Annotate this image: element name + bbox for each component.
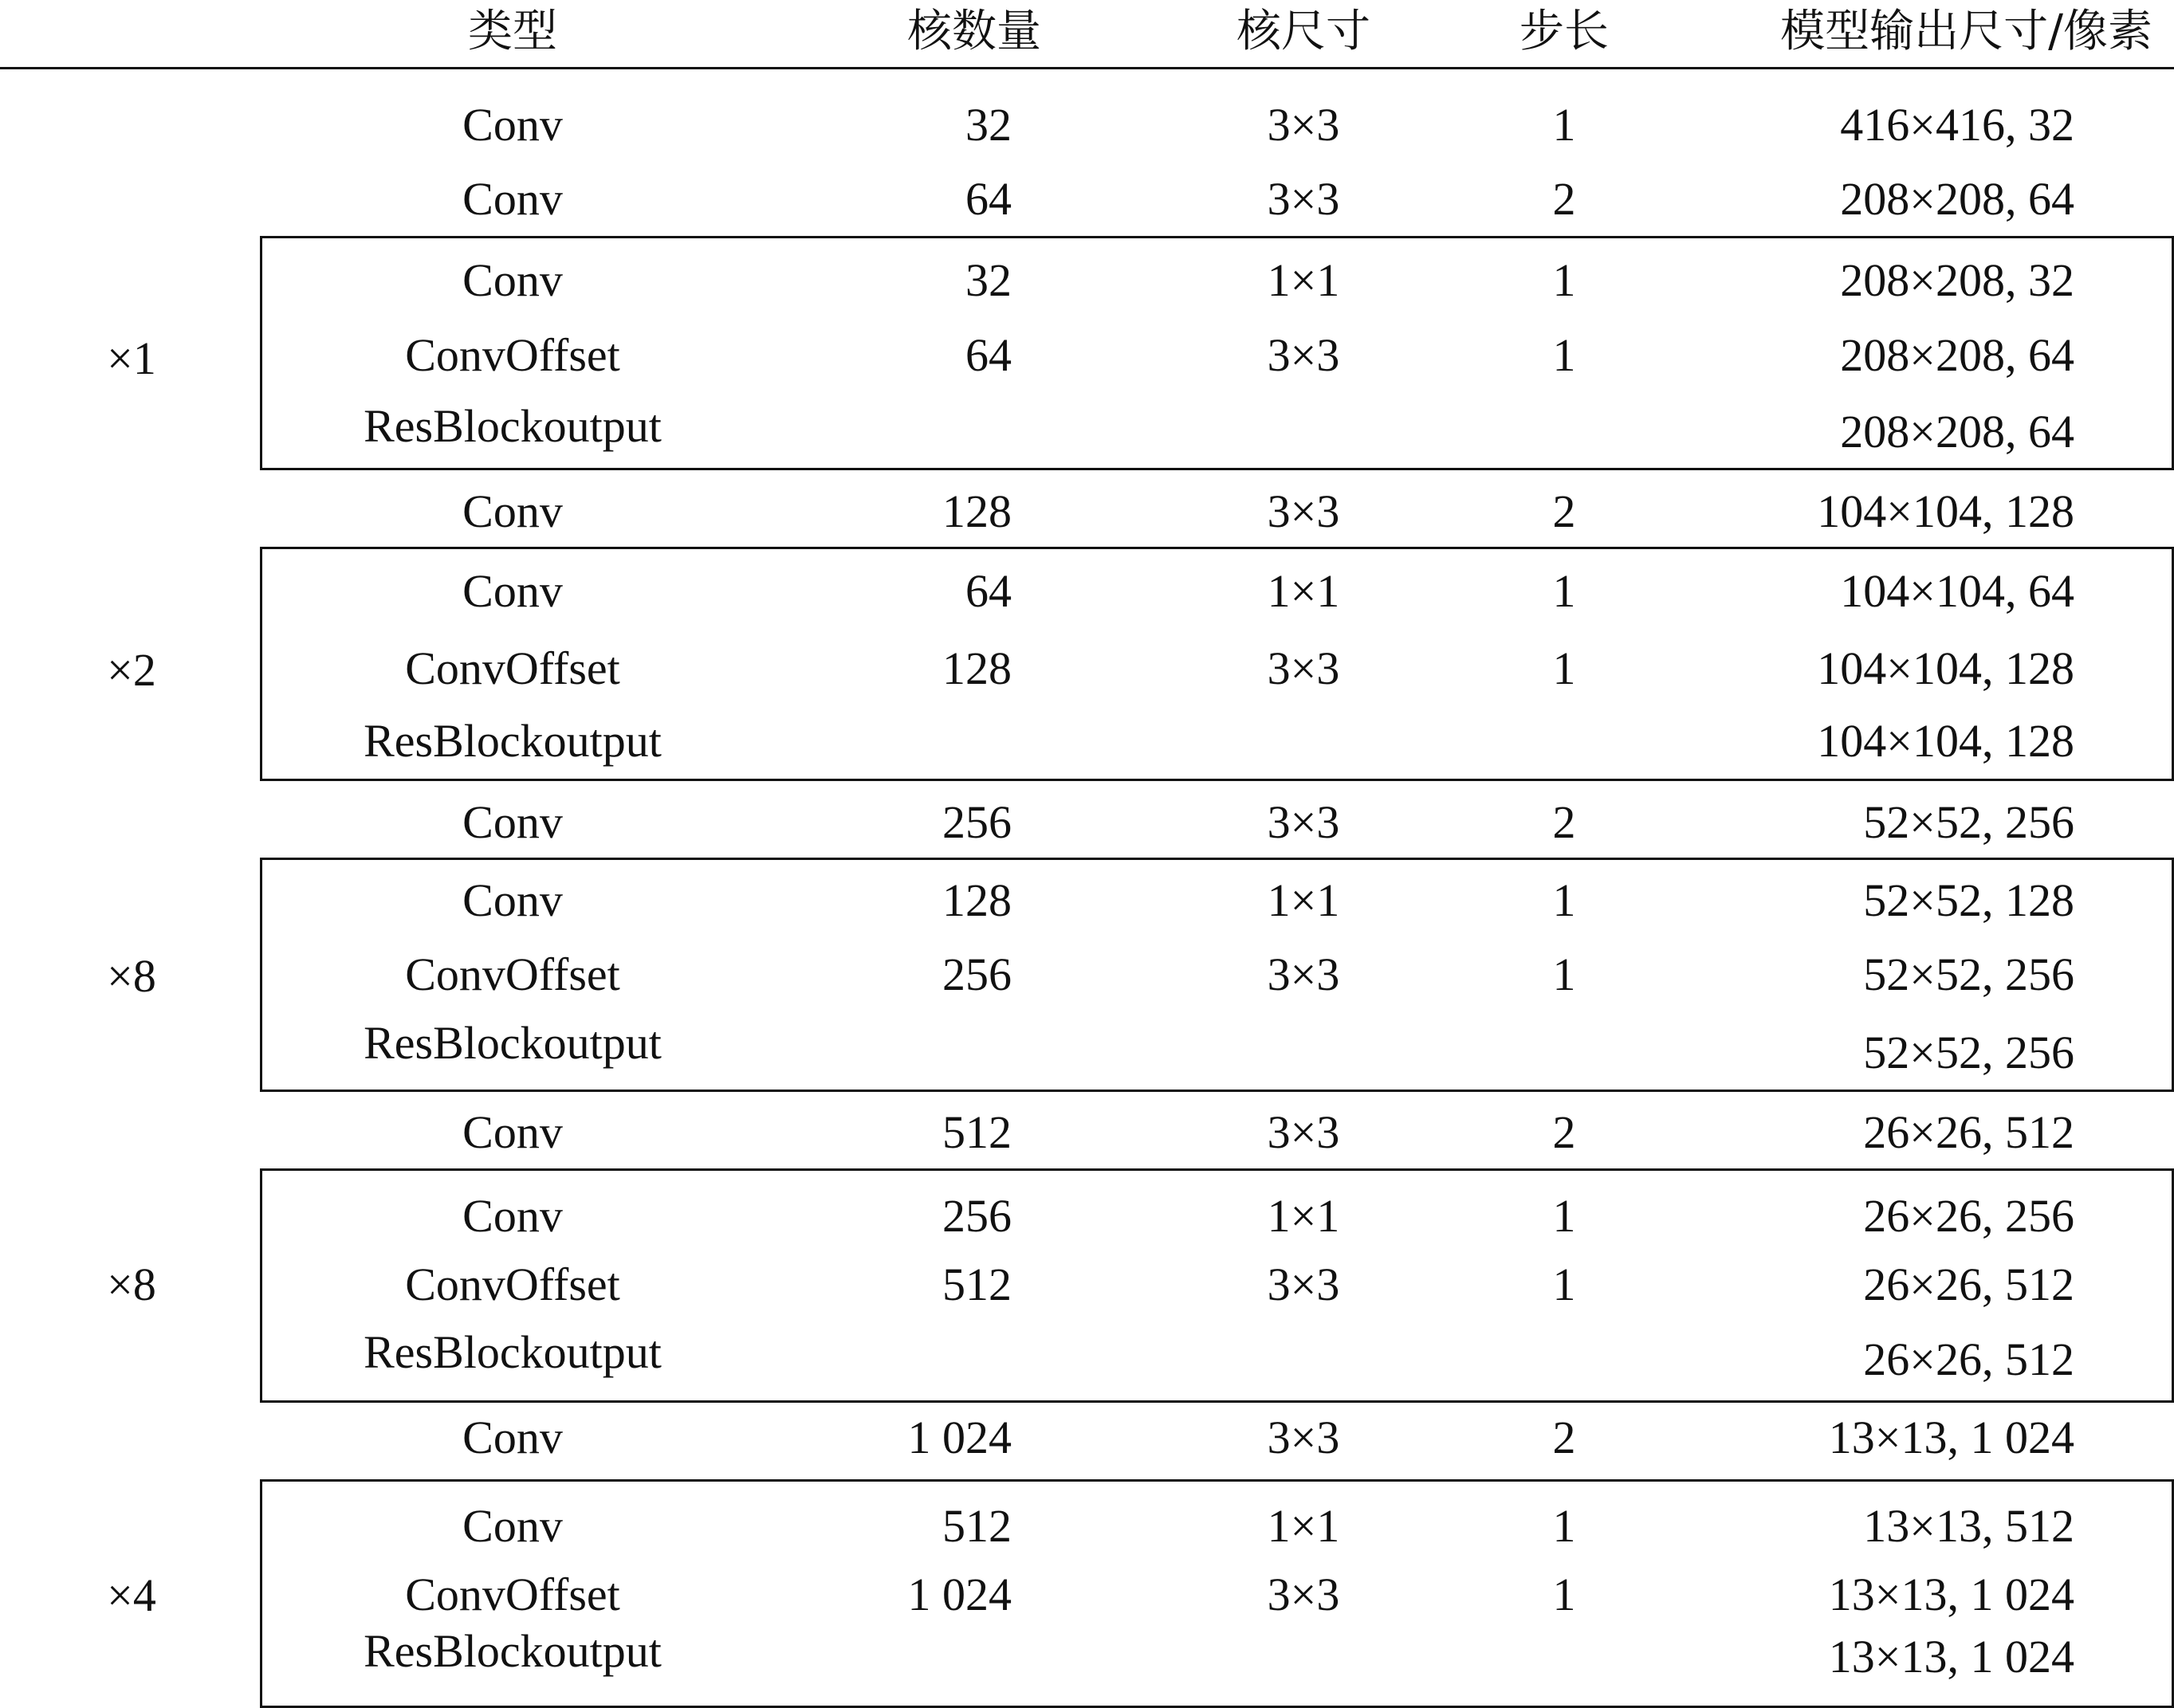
cell-kernel-size: 3×3: [1267, 1258, 1340, 1310]
cell-type: Conv: [462, 254, 563, 306]
cell-output-size: 52×52, 256: [1863, 1027, 2074, 1078]
cell-num-kernels: 512: [942, 1106, 1012, 1158]
cell-kernel-size: 1×1: [1267, 1500, 1340, 1552]
header-type: 类型: [468, 6, 557, 57]
cell-kernel-size: 3×3: [1267, 642, 1340, 694]
repeat-label: ×8: [107, 950, 156, 1002]
cell-type: ResBlockoutput: [364, 1017, 662, 1069]
cell-output-size: 26×26, 512: [1863, 1258, 2074, 1310]
cell-kernel-size: 3×3: [1267, 173, 1340, 225]
header-rule: [0, 67, 2174, 69]
cell-num-kernels: 256: [942, 948, 1012, 1000]
repeat-label: ×2: [107, 644, 156, 696]
cell-type: Conv: [462, 874, 563, 926]
cell-output-size: 52×52, 128: [1863, 874, 2074, 926]
cell-num-kernels: 32: [965, 254, 1012, 306]
cell-num-kernels: 64: [965, 565, 1012, 617]
cell-stride: 1: [1552, 329, 1576, 381]
header-output-size: 模型输出尺寸/像素: [1780, 6, 2152, 57]
cell-stride: 1: [1552, 1190, 1576, 1242]
cell-type: ConvOffset: [405, 1569, 620, 1620]
cell-kernel-size: 3×3: [1267, 1412, 1340, 1463]
cell-stride: 2: [1552, 485, 1576, 537]
cell-type: ResBlockoutput: [364, 715, 662, 767]
cell-output-size: 104×104, 128: [1817, 642, 2074, 694]
cell-kernel-size: 3×3: [1267, 948, 1340, 1000]
cell-type: ConvOffset: [405, 948, 620, 1000]
cell-stride: 2: [1552, 796, 1576, 848]
cell-output-size: 104×104, 64: [1840, 565, 2074, 617]
cell-output-size: 416×416, 32: [1840, 99, 2074, 151]
cell-num-kernels: 128: [942, 642, 1012, 694]
cell-num-kernels: 64: [965, 173, 1012, 225]
cell-stride: 1: [1552, 1569, 1576, 1620]
cell-num-kernels: 256: [942, 1190, 1012, 1242]
cell-num-kernels: 512: [942, 1258, 1012, 1310]
cell-output-size: 104×104, 128: [1817, 715, 2074, 767]
cell-num-kernels: 32: [965, 99, 1012, 151]
cell-type: Conv: [462, 1412, 563, 1463]
cell-kernel-size: 1×1: [1267, 565, 1340, 617]
cell-type: ConvOffset: [405, 1258, 620, 1310]
cell-stride: 1: [1552, 948, 1576, 1000]
cell-kernel-size: 1×1: [1267, 1190, 1340, 1242]
cell-output-size: 26×26, 256: [1863, 1190, 2074, 1242]
cell-kernel-size: 3×3: [1267, 99, 1340, 151]
cell-stride: 1: [1552, 1258, 1576, 1310]
cell-type: Conv: [462, 99, 563, 151]
cell-type: Conv: [462, 173, 563, 225]
cell-type: Conv: [462, 485, 563, 537]
cell-num-kernels: 1 024: [907, 1412, 1012, 1463]
cell-num-kernels: 64: [965, 329, 1012, 381]
cell-kernel-size: 3×3: [1267, 485, 1340, 537]
cell-kernel-size: 1×1: [1267, 874, 1340, 926]
cell-output-size: 52×52, 256: [1863, 796, 2074, 848]
repeat-label: ×1: [107, 332, 156, 384]
cell-type: Conv: [462, 1106, 563, 1158]
cell-output-size: 104×104, 128: [1817, 485, 2074, 537]
cell-type: ResBlockoutput: [364, 400, 662, 452]
cell-output-size: 208×208, 64: [1840, 329, 2074, 381]
header-kernel-size: 核尺寸: [1236, 6, 1370, 57]
cell-stride: 1: [1552, 565, 1576, 617]
cell-num-kernels: 512: [942, 1500, 1012, 1552]
cell-kernel-size: 3×3: [1267, 1106, 1340, 1158]
cell-output-size: 208×208, 32: [1840, 254, 2074, 306]
cell-stride: 2: [1552, 173, 1576, 225]
cell-output-size: 13×13, 1 024: [1828, 1412, 2074, 1463]
cell-stride: 1: [1552, 99, 1576, 151]
cell-kernel-size: 3×3: [1267, 329, 1340, 381]
cell-stride: 1: [1552, 642, 1576, 694]
cell-stride: 2: [1552, 1412, 1576, 1463]
cell-type: Conv: [462, 1190, 563, 1242]
cell-type: ResBlockoutput: [364, 1625, 662, 1677]
cell-num-kernels: 128: [942, 874, 1012, 926]
cell-stride: 2: [1552, 1106, 1576, 1158]
header-num-kernels: 核数量: [907, 6, 1041, 57]
cell-type: ResBlockoutput: [364, 1326, 662, 1378]
repeat-label: ×8: [107, 1258, 156, 1310]
cell-num-kernels: 256: [942, 796, 1012, 848]
header-stride: 步长: [1519, 6, 1609, 57]
cell-type: ConvOffset: [405, 329, 620, 381]
cell-stride: 1: [1552, 254, 1576, 306]
cell-output-size: 208×208, 64: [1840, 173, 2074, 225]
cell-kernel-size: 1×1: [1267, 254, 1340, 306]
cell-num-kernels: 1 024: [907, 1569, 1012, 1620]
cell-stride: 1: [1552, 874, 1576, 926]
repeat-label: ×4: [107, 1569, 156, 1621]
cell-num-kernels: 128: [942, 485, 1012, 537]
cell-type: Conv: [462, 796, 563, 848]
cell-type: ConvOffset: [405, 642, 620, 694]
cell-output-size: 13×13, 1 024: [1828, 1569, 2074, 1620]
cell-output-size: 13×13, 1 024: [1828, 1631, 2074, 1682]
cell-type: Conv: [462, 1500, 563, 1552]
cell-output-size: 208×208, 64: [1840, 406, 2074, 457]
cell-output-size: 13×13, 512: [1863, 1500, 2074, 1552]
cell-type: Conv: [462, 565, 563, 617]
cell-kernel-size: 3×3: [1267, 796, 1340, 848]
cell-output-size: 26×26, 512: [1863, 1106, 2074, 1158]
cell-output-size: 26×26, 512: [1863, 1333, 2074, 1385]
cell-kernel-size: 3×3: [1267, 1569, 1340, 1620]
cell-output-size: 52×52, 256: [1863, 948, 2074, 1000]
cell-stride: 1: [1552, 1500, 1576, 1552]
